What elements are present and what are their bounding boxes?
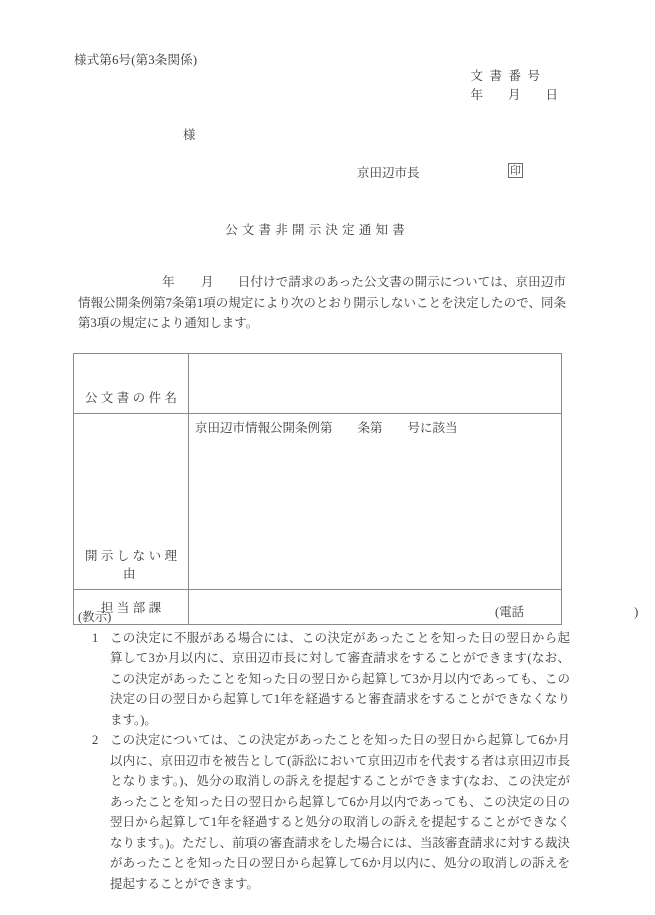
list-item [78,628,570,731]
list-item-number: 1 [92,630,99,645]
document-date-blank: 年 月 日 [470,88,558,102]
body-text: 日付けで請求のあった公文書の開示については、京田辺市情報公開条例第7条第1項の規定により次のとおり開示しないことを決定したので、同条第3項の規定により通知します。 [78,275,566,330]
document-number-label: 文書番号 [470,69,547,83]
document-meta [470,67,558,105]
form-number: 様式第6号(第3条関係) [74,53,198,67]
phone-close-paren: ) [634,605,639,619]
row-label-reason: 開示しない理由 [74,414,189,590]
table-row [74,414,562,590]
row-value-reason[interactable]: 京田辺市情報公開条例第 条第 号に該当 [189,414,562,590]
body-paragraph [78,272,566,334]
body-month-label: 月 [200,275,214,289]
body-year-label: 年 [162,275,175,289]
page-title: 公文書非開示決定通知書 [225,223,409,237]
instructions-section [78,607,570,894]
table-row [74,354,562,414]
row-label-department: 担当部課 [74,590,189,625]
list-item-text: この決定については、この決定があったことを知った日の翌日から起算して6か月以内に、京田辺市を被告として(訴訟において京田辺市を代表する者は京田辺市長となります。)、処分の取消しの訴えを提起することができます(なお、この決定があったことを知った日の翌日から起算して6か月以内であっても、この決定の日の翌日から起算して1年を経過すると処分の取消しの訴えを提起することができなくなります。)。ただし、前項の審査請求をした場合には、当該審査請求に対する裁決があったことを知った日の翌日から起算して6か月以内に、処分の取消しの訴えを提起することができます。 [110,733,570,891]
instructions-heading: (教示) [78,610,112,624]
decision-table [73,353,639,625]
phone-label: (電話 [495,605,525,619]
list-item [78,730,570,894]
list-item-number: 2 [92,733,99,747]
issuer-title: 京田辺市長 [357,166,420,180]
list-item-text: この決定に不服がある場合には、この決定があったことを知った日の翌日から起算して3か月以内に、京田辺市長に対して審査請求をすることができます(なお、この決定があったことを知った日の翌日から起算して3か月以内であっても、この決定の日の翌日から起算して1年を経過すると審査請求をすることができなくなります。)。 [110,630,570,727]
addressee-honorific: 様 [183,128,196,142]
row-label-subject: 公文書の件名 [74,354,189,414]
seal-stamp-icon: 印 [510,165,521,177]
row-value-subject[interactable] [189,354,562,414]
